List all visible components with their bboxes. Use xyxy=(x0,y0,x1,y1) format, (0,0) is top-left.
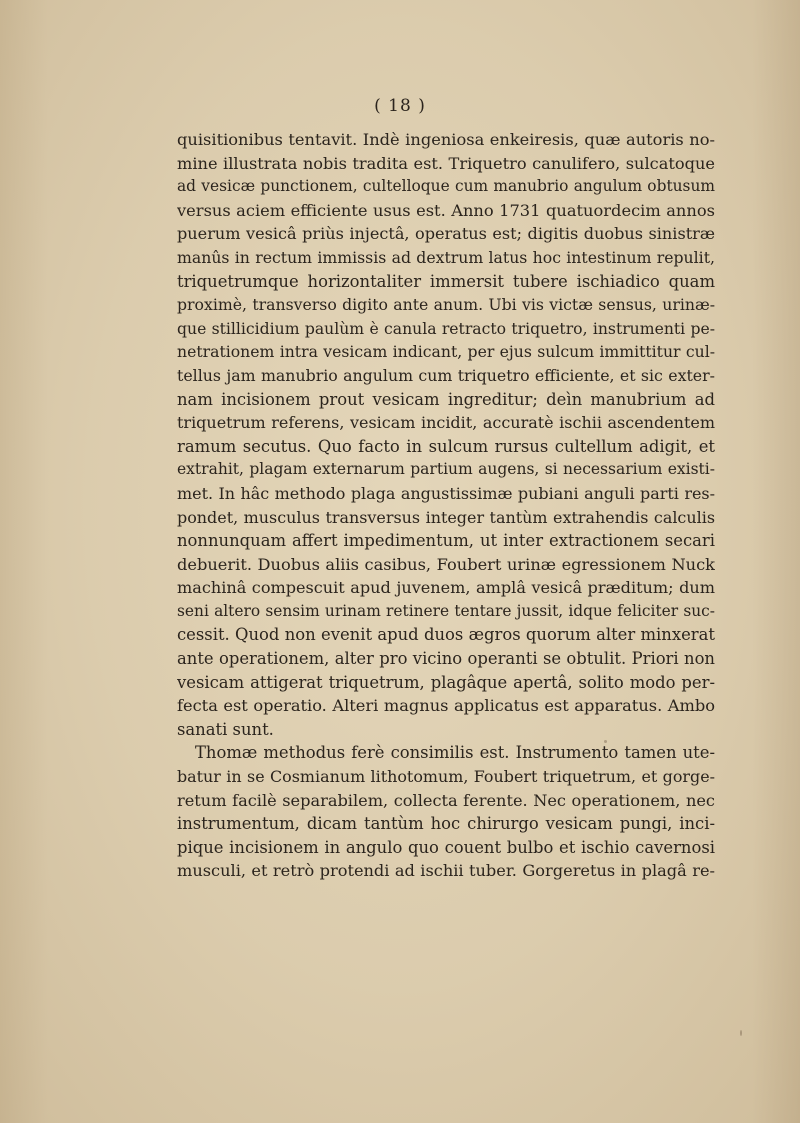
text-line: versus aciem efficiente usus est. Anno 1731 quatuordecim annos xyxy=(177,200,715,220)
text-line: vesicam attigerat triquetrum, plagâque apertâ, solito modo per- xyxy=(177,672,715,692)
text-line: manûs in rectum immissis ad dextrum latus hoc intestinum repulit, xyxy=(177,247,715,267)
text-line: proximè, transverso digito ante anum. Ubi vis victæ sensus, urinæ- xyxy=(177,295,715,315)
text-line: puerum vesicâ priùs injectâ, operatus est; digitis duobus sinistræ xyxy=(177,224,715,244)
text-line: nam incisionem prout vesicam ingreditur; deìn manubrium ad xyxy=(177,389,715,409)
text-line: ad vesicæ punctionem, cultelloque cum manubrio angulum obtusum xyxy=(177,177,715,196)
text-line: batur in se Cosmianum lithotomum, Foubert triquetrum, et gorge- xyxy=(177,767,715,787)
text-line-paragraph-end: sanati sunt. xyxy=(177,719,274,739)
text-line: extrahit, plagam externarum partium augens, si necessarium existi- xyxy=(177,460,715,479)
text-line: seni altero sensim urinam retinere tentare jussit, idque feliciter suc- xyxy=(177,601,715,620)
text-line: triquetrum referens, vesicam incidit, accuratè ischii ascendentem xyxy=(177,413,715,433)
text-line: tellus jam manubrio angulum cum triquetro efficiente, et sic exter- xyxy=(177,365,715,385)
text-line: debuerit. Duobus aliis casibus, Foubert urinæ egressionem Nuck xyxy=(177,554,715,574)
paper-speck xyxy=(740,1030,742,1036)
text-line: ramum secutus. Quo facto in sulcum rursus cultellum adigit, et xyxy=(177,436,715,456)
text-line: met. In hâc methodo plaga angustissimæ pubiani anguli parti res- xyxy=(177,483,715,503)
text-line: ante operationem, alter pro vicino operanti se obtulit. Priori non xyxy=(177,649,715,669)
text-line: que stillicidium paulùm è canula retracto triquetro, instrumenti pe- xyxy=(177,318,715,338)
text-line: retum facilè separabilem, collecta ferente. Nec operationem, nec xyxy=(177,790,715,810)
text-line: mine illustrata nobis tradita est. Triquetro canulifero, sulcatoque xyxy=(177,153,715,173)
text-line-paragraph-start: Thomæ methodus ferè consimilis est. Instrumento tamen ute- xyxy=(195,743,715,763)
text-line: triquetrumque horizontaliter immersit tubere ischiadico quam xyxy=(177,271,715,291)
text-line: machinâ compescuit apud juvenem, amplâ vesicâ præditum; dum xyxy=(177,578,715,598)
text-line: fecta est operatio. Alteri magnus applicatus est apparatus. Ambo xyxy=(177,696,715,716)
text-line: pondet, musculus transversus integer tantùm extrahendis calculis xyxy=(177,507,715,527)
text-line: pique incisionem in angulo quo couent bulbo et ischio cavernosi xyxy=(177,837,715,857)
text-line: cessit. Quod non evenit apud duos ægros quorum alter minxerat xyxy=(177,625,715,645)
page-number: ( 18 ) xyxy=(374,96,426,116)
text-line: netrationem intra vesicam indicant, per ejus sulcum immittitur cul- xyxy=(177,342,715,362)
body-text xyxy=(177,128,715,883)
text-line: nonnunquam affert impedimentum, ut inter extractionem secari xyxy=(177,531,715,551)
text-line: quisitionibus tentavit. Indè ingeniosa enkeiresis, quæ autoris no- xyxy=(177,130,715,149)
text-line: musculi, et retrò protendi ad ischii tuber. Gorgeretus in plagâ re- xyxy=(177,861,715,881)
paper-speck xyxy=(604,740,607,743)
text-line: instrumentum, dicam tantùm hoc chirurgo vesicam pungi, inci- xyxy=(177,814,715,834)
